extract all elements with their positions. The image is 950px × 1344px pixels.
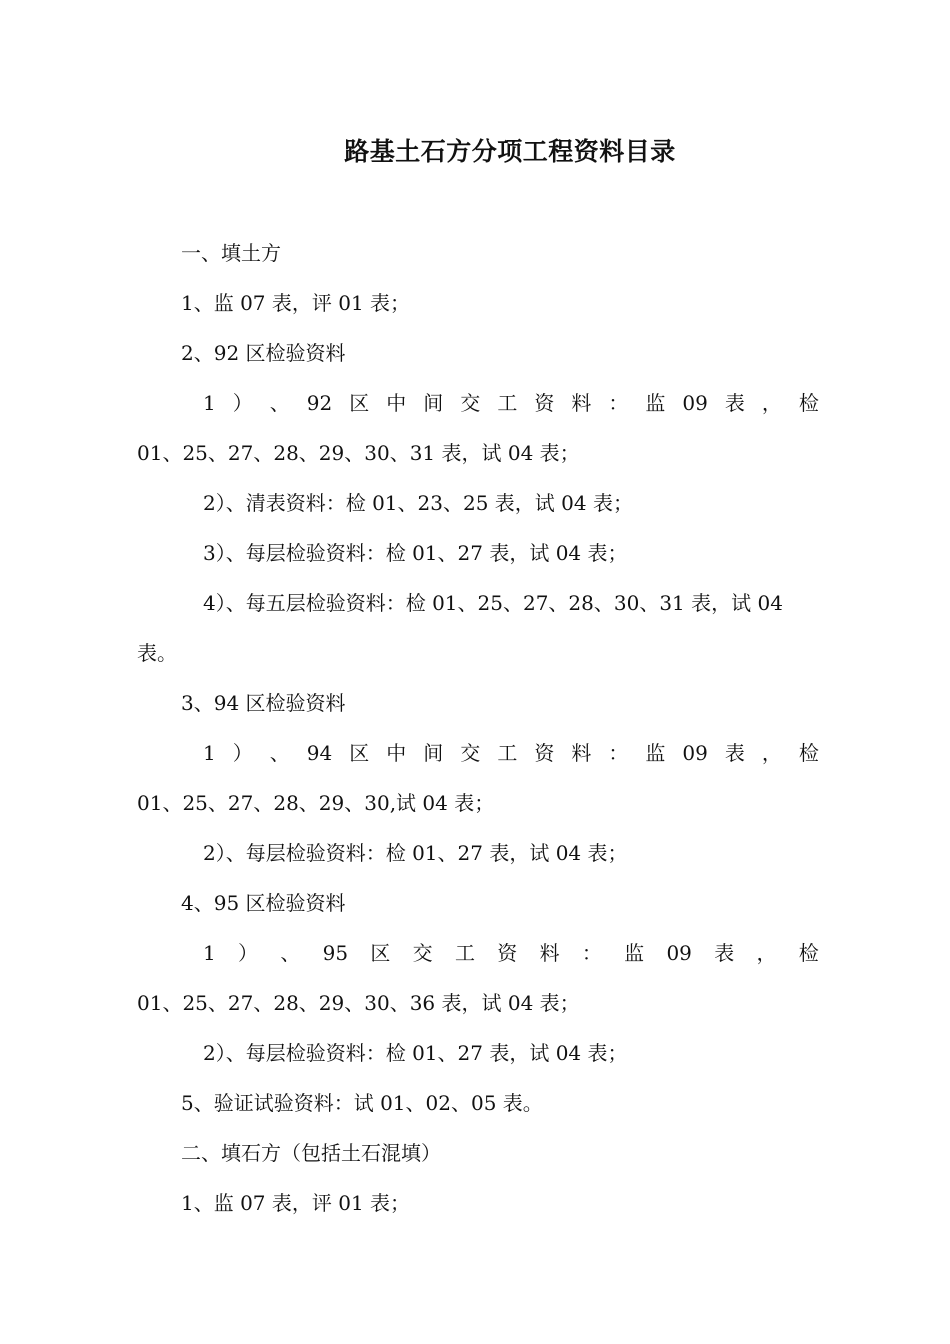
justified-token: 交 xyxy=(460,741,481,765)
justified-token: 检 xyxy=(798,741,819,765)
list-item: 1、监 07 表，评 01 表； xyxy=(181,1191,411,1215)
justified-token: 、 xyxy=(269,741,290,765)
justified-token: 交 xyxy=(460,391,481,415)
justified-token: 表 xyxy=(724,391,745,415)
sub-item: 2）、每层检验资料：检 01、27 表，试 04 表； xyxy=(203,841,628,865)
list-item-continuation: 01、25、27、28、29、30、31 表，试 04 表； xyxy=(137,441,580,465)
list-item: 5、验证试验资料：试 01、02、05 表。 xyxy=(181,1091,543,1115)
list-item: 2、92 区检验资料 xyxy=(181,341,346,365)
justified-token: 94 xyxy=(306,741,333,765)
justified-token: 1 xyxy=(203,741,216,765)
sub-item: 4）、每五层检验资料：检 01、25、27、28、30、31 表，试 04 xyxy=(203,591,783,615)
justified-token: 工 xyxy=(497,391,518,415)
justified-token: 区 xyxy=(370,941,391,965)
justified-token: 资 xyxy=(497,941,518,965)
justified-token: 检 xyxy=(798,391,819,415)
justified-token: 09 xyxy=(666,941,692,965)
justified-token: 交 xyxy=(412,941,433,965)
justified-token: ） xyxy=(232,391,253,415)
justified-token: 料 xyxy=(571,741,592,765)
justified-token: 工 xyxy=(497,741,518,765)
justified-token: 中 xyxy=(386,391,407,415)
justified-token: ： xyxy=(608,391,629,415)
justified-line-92 xyxy=(137,378,819,428)
list-item: 4、95 区检验资料 xyxy=(181,891,346,915)
justified-token: 区 xyxy=(349,741,370,765)
justified-token: 1 xyxy=(203,941,216,965)
justified-token: 区 xyxy=(349,391,370,415)
justified-token: 工 xyxy=(454,941,475,965)
sub-item: 2）、清表资料：检 01、23、25 表，试 04 表； xyxy=(203,491,633,515)
list-item: 3、94 区检验资料 xyxy=(181,691,346,715)
justified-token: 间 xyxy=(423,741,444,765)
sub-item: 2）、每层检验资料：检 01、27 表，试 04 表； xyxy=(203,1041,628,1065)
justified-token: ： xyxy=(608,741,629,765)
list-item-continuation: 01、25、27、28、29、30、36 表，试 04 表； xyxy=(137,991,580,1015)
justified-token: 95 xyxy=(322,941,349,965)
justified-token: ） xyxy=(232,741,253,765)
justified-line-94 xyxy=(137,728,819,778)
justified-token: 监 xyxy=(645,391,666,415)
section-heading: 二、填石方（包括土石混填） xyxy=(181,1141,441,1165)
justified-token: 检 xyxy=(798,941,819,965)
justified-token: 料 xyxy=(571,391,592,415)
list-item-continuation: 01、25、27、28、29、30,试 04 表； xyxy=(137,791,495,815)
justified-token: ， xyxy=(761,391,782,415)
justified-token: 09 xyxy=(682,741,708,765)
document-body xyxy=(137,228,819,1228)
justified-token: ） xyxy=(238,941,259,965)
list-item: 1、监 07 表，评 01 表； xyxy=(181,291,411,315)
justified-token: 间 xyxy=(423,391,444,415)
justified-token: 、 xyxy=(280,941,301,965)
list-item-continuation: 表。 xyxy=(137,641,177,665)
justified-token: 资 xyxy=(534,391,555,415)
sub-item: 3）、每层检验资料：检 01、27 表，试 04 表； xyxy=(203,541,628,565)
justified-token: 表 xyxy=(724,741,745,765)
justified-token: ， xyxy=(756,941,777,965)
justified-token: 09 xyxy=(682,391,708,415)
justified-token: 监 xyxy=(645,741,666,765)
justified-token: 中 xyxy=(386,741,407,765)
justified-token: 、 xyxy=(269,391,290,415)
justified-token: 92 xyxy=(306,391,333,415)
justified-token: 资 xyxy=(534,741,555,765)
justified-token: 监 xyxy=(624,941,645,965)
section-heading: 一、填土方 xyxy=(181,241,281,265)
justified-token: 1 xyxy=(203,391,216,415)
justified-line-95 xyxy=(137,928,819,978)
justified-token: ， xyxy=(761,741,782,765)
justified-token: ： xyxy=(581,941,602,965)
justified-token: 表 xyxy=(714,941,735,965)
justified-token: 料 xyxy=(539,941,560,965)
document-title: 路基土石方分项工程资料目录 xyxy=(344,137,676,166)
